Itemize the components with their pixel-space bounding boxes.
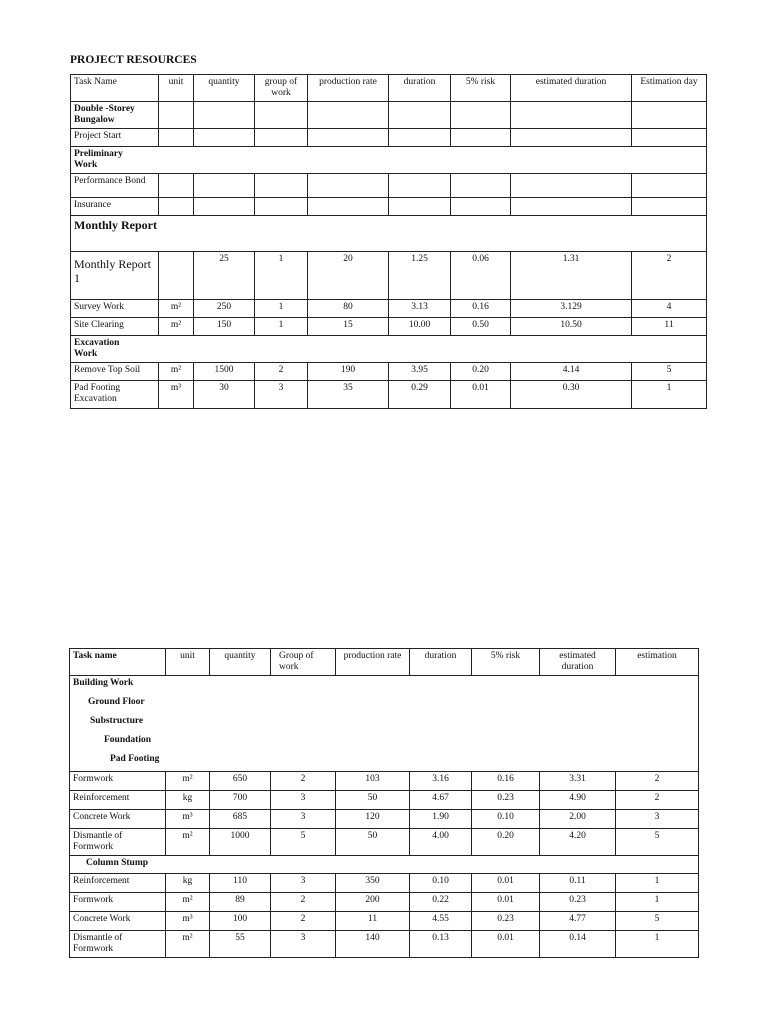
est-duration-cell: 0.14 [540,931,616,958]
duration-cell: 4.00 [410,829,472,856]
est-duration-cell: 0.30 [511,381,632,409]
group-cell: 3 [271,931,336,958]
quantity-cell: 700 [210,791,271,810]
header-cell: group of work [255,75,308,102]
risk-cell: 0.06 [451,252,511,300]
group-cell: 3 [271,810,336,829]
est-duration-cell: 1.31 [511,252,632,300]
task-name: Site Clearing [71,318,159,336]
table-row [71,318,707,336]
est-cell: 2 [616,772,699,791]
header-cell: 5% risk [472,649,540,676]
header-cell: Estimation day [632,75,707,102]
group-cell: 3 [271,791,336,810]
task-name: Survey Work [71,300,159,318]
group-cell: 2 [271,893,336,912]
est-day-cell: 5 [632,363,707,381]
duration-cell: 0.22 [410,893,472,912]
section-label: Preliminary Work [71,147,707,174]
unit-cell: m³ [166,912,210,931]
rate-cell: 11 [336,912,410,931]
group-cell: 3 [271,874,336,893]
header-cell: duration [389,75,451,102]
header-cell: estimation [616,649,699,676]
risk-cell: 0.10 [472,810,540,829]
table-row [70,856,699,874]
section-label: Double -Storey Bungalow [71,102,159,129]
table-row [71,336,707,363]
rate-cell: 120 [336,810,410,829]
section-label: Building Work [70,676,699,695]
project-resources-table [70,74,707,409]
rate-cell: 35 [308,381,389,409]
table-row [71,198,707,216]
group-cell: 2 [271,912,336,931]
table-row [71,147,707,174]
quantity-cell: 1000 [210,829,271,856]
rate-cell: 190 [308,363,389,381]
risk-cell: 0.23 [472,912,540,931]
task-name: Formwork [70,772,166,791]
rate-cell: 200 [336,893,410,912]
building-work-table [69,648,699,958]
risk-cell: 0.20 [472,829,540,856]
table-row [71,363,707,381]
table-header-row [71,75,707,102]
table-row [70,912,699,931]
est-day-cell: 4 [632,300,707,318]
quantity-cell: 150 [194,318,255,336]
section-label: Ground Floor [70,695,699,714]
duration-cell: 3.16 [410,772,472,791]
est-cell: 1 [616,893,699,912]
rate-cell: 80 [308,300,389,318]
unit-cell: m² [166,931,210,958]
header-cell: Task Name [71,75,159,102]
task-name: Insurance [71,198,159,216]
duration-cell: 0.13 [410,931,472,958]
table-row [70,931,699,958]
rate-cell: 103 [336,772,410,791]
duration-cell: 3.95 [389,363,451,381]
section-label: Foundation [70,733,699,752]
task-name: Reinforcement [70,874,166,893]
section-label: Substructure [70,714,699,733]
page-title: PROJECT RESOURCES [70,54,197,66]
unit-cell: m² [166,772,210,791]
unit-cell: m² [159,363,194,381]
quantity-cell: 1500 [194,363,255,381]
header-cell: duration [410,649,472,676]
quantity-cell: 650 [210,772,271,791]
risk-cell: 0.16 [472,772,540,791]
task-name: Dismantle of Formwork [70,829,166,856]
table-row [70,695,699,714]
header-cell: quantity [210,649,271,676]
header-cell: Group of work [271,649,336,676]
table-row [71,102,707,129]
duration-cell: 4.67 [410,791,472,810]
quantity-cell: 89 [210,893,271,912]
quantity-cell: 30 [194,381,255,409]
est-duration-cell: 4.90 [540,791,616,810]
table-row [70,714,699,733]
unit-cell: m² [166,829,210,856]
group-cell: 1 [255,252,308,300]
risk-cell: 0.01 [472,931,540,958]
table-header-row [70,649,699,676]
section-label: Monthly Report [71,216,707,252]
task-name: Project Start [71,129,159,147]
est-cell: 1 [616,874,699,893]
quantity-cell: 110 [210,874,271,893]
quantity-cell: 685 [210,810,271,829]
task-name: Pad Footing Excavation [71,381,159,409]
rate-cell: 50 [336,829,410,856]
table-row [70,893,699,912]
task-name: Concrete Work [70,810,166,829]
unit-cell [159,252,194,300]
unit-cell: m² [159,318,194,336]
group-cell: 1 [255,318,308,336]
est-day-cell: 2 [632,252,707,300]
header-cell: Task name [70,649,166,676]
task-name: Monthly Report 1 [71,252,159,300]
quantity-cell: 55 [210,931,271,958]
unit-cell: m² [166,893,210,912]
rate-cell: 50 [336,791,410,810]
unit-cell: kg [166,791,210,810]
rate-cell: 140 [336,931,410,958]
rate-cell: 15 [308,318,389,336]
est-cell: 5 [616,912,699,931]
risk-cell: 0.20 [451,363,511,381]
task-name: Performance Bond [71,174,159,198]
est-duration-cell: 4.77 [540,912,616,931]
quantity-cell: 250 [194,300,255,318]
table-row [70,829,699,856]
duration-cell: 4.55 [410,912,472,931]
header-cell: unit [159,75,194,102]
duration-cell: 0.10 [410,874,472,893]
header-cell: 5% risk [451,75,511,102]
risk-cell: 0.16 [451,300,511,318]
est-duration-cell: 0.23 [540,893,616,912]
table-row [71,300,707,318]
table-row [70,772,699,791]
table-row [71,252,707,300]
task-name: Dismantle of Formwork [70,931,166,958]
est-cell: 5 [616,829,699,856]
header-cell: production rate [308,75,389,102]
unit-cell: m² [159,300,194,318]
est-day-cell: 1 [632,381,707,409]
group-cell: 2 [255,363,308,381]
risk-cell: 0.01 [472,893,540,912]
table-row [71,216,707,252]
task-name: Formwork [70,893,166,912]
unit-cell: kg [166,874,210,893]
table-row [70,874,699,893]
table-row [71,381,707,409]
table-row [71,129,707,147]
header-cell: quantity [194,75,255,102]
task-name: Reinforcement [70,791,166,810]
risk-cell: 0.01 [472,874,540,893]
duration-cell: 1.25 [389,252,451,300]
rate-cell: 350 [336,874,410,893]
table-row [70,791,699,810]
est-duration-cell: 10.50 [511,318,632,336]
group-cell: 2 [271,772,336,791]
risk-cell: 0.01 [451,381,511,409]
table-row [70,733,699,752]
duration-cell: 0.29 [389,381,451,409]
quantity-cell: 25 [194,252,255,300]
unit-cell: m³ [159,381,194,409]
task-name: Concrete Work [70,912,166,931]
table-row [71,174,707,198]
est-duration-cell: 2.00 [540,810,616,829]
unit-cell: m³ [166,810,210,829]
header-cell: unit [166,649,210,676]
table-row [70,676,699,695]
est-day-cell: 11 [632,318,707,336]
duration-cell: 3.13 [389,300,451,318]
task-name: Remove Top Soil [71,363,159,381]
quantity-cell: 100 [210,912,271,931]
group-cell: 1 [255,300,308,318]
duration-cell: 10.00 [389,318,451,336]
risk-cell: 0.50 [451,318,511,336]
section-label: Excavation Work [71,336,707,363]
est-duration-cell: 3.31 [540,772,616,791]
group-cell: 5 [271,829,336,856]
header-cell: production rate [336,649,410,676]
risk-cell: 0.23 [472,791,540,810]
est-duration-cell: 0.11 [540,874,616,893]
est-duration-cell: 3.129 [511,300,632,318]
section-label: Pad Footing [70,752,699,772]
est-duration-cell: 4.20 [540,829,616,856]
section-label: Column Stump [70,856,699,874]
est-cell: 3 [616,810,699,829]
est-cell: 1 [616,931,699,958]
header-cell: estimated duration [540,649,616,676]
est-duration-cell: 4.14 [511,363,632,381]
est-cell: 2 [616,791,699,810]
header-cell: estimated duration [511,75,632,102]
rate-cell: 20 [308,252,389,300]
group-cell: 3 [255,381,308,409]
duration-cell: 1.90 [410,810,472,829]
table-row [70,810,699,829]
table-row [70,752,699,772]
